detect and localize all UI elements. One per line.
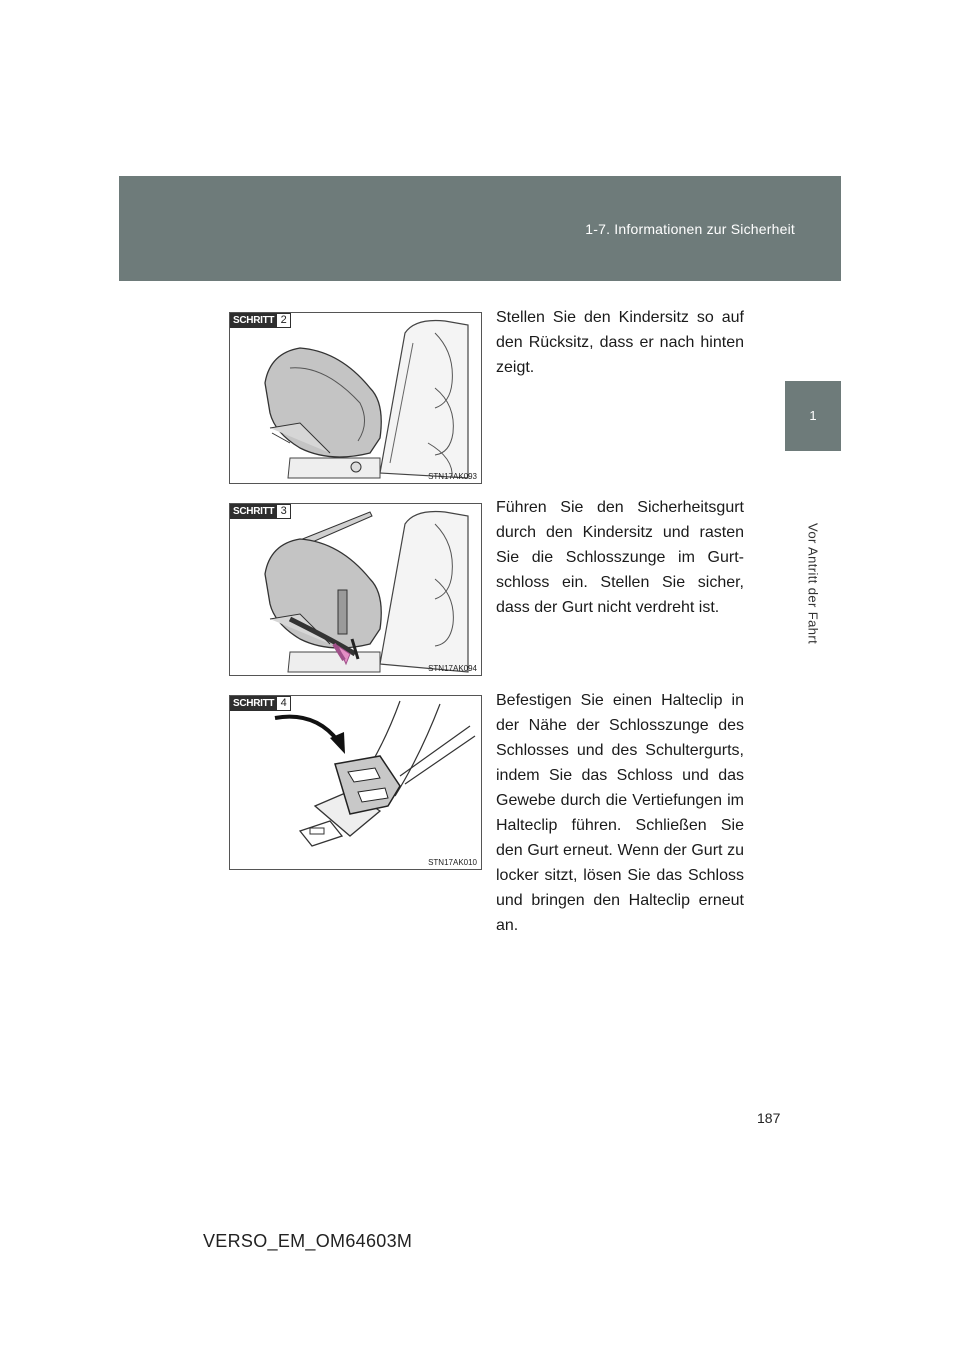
figure-code: STN17AK093	[428, 472, 477, 481]
step-2-text: Stellen Sie den Kindersitz so auf den Rücksitz, dass er nach hinten zeigt.	[496, 309, 744, 376]
step-badge-word: SCHRITT	[230, 313, 277, 328]
step-badge-number: 3	[277, 504, 291, 519]
step-badge-word: SCHRITT	[230, 696, 277, 711]
page-number: 187	[757, 1110, 781, 1126]
step-4-text: Befestigen Sie einen Halteclip in der Nähe der Schlosszunge des Schlosses und des Schultergurts, indem Sie das Schloss und das Gewebe durch die Vertiefungen im Halteclip führen. Schließen Sie den Gurt erneut. Wenn der Gurt zu locker sitzt, lösen Sie das Schloss und bringen den Halteclip erneut an.	[496, 692, 744, 934]
step-badge-word: SCHRITT	[230, 504, 277, 519]
document-id: VERSO_EM_OM64603M	[203, 1231, 413, 1251]
step-badge-number: 2	[277, 313, 291, 328]
header-band	[119, 176, 841, 281]
figure-step-2	[229, 312, 482, 484]
step-badge	[230, 313, 291, 328]
section-title: 1-7. Informationen zur Sicherheit	[585, 221, 795, 237]
figure-step-3	[229, 503, 482, 676]
step-badge-number: 4	[277, 696, 291, 711]
seatbelt-through-child-seat-illustration	[230, 504, 480, 674]
figure-code: STN17AK010	[428, 858, 477, 867]
figure-code: STN17AK094	[428, 664, 477, 673]
chapter-number: 1	[809, 408, 817, 423]
figure-step-4	[229, 695, 482, 870]
step-badge	[230, 504, 291, 519]
child-seat-rear-facing-illustration	[230, 313, 480, 482]
step-badge	[230, 696, 291, 711]
locking-clip-illustration	[230, 696, 480, 868]
step-3-text: Führen Sie den Sicherheitsgurt durch den Kindersitz und rasten Sie die Schlosszunge im Gurtschloss ein. Stellen Sie sicher, dass der Gurt nicht verdreht ist.	[496, 499, 744, 616]
chapter-label: Vor Antritt der Fahrt	[805, 523, 821, 645]
chapter-tab[interactable]	[785, 381, 841, 451]
